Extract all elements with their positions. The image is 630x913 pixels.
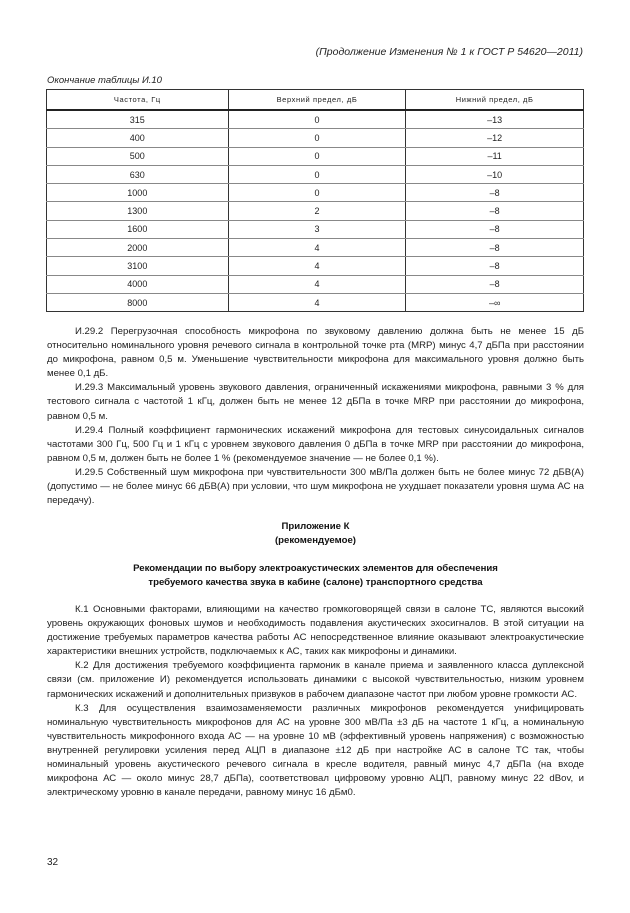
table-row <box>47 165 584 183</box>
paragraph-k-2: К.2 Для достижения требуемого коэффициента гармоник в канале приема и заявленного класса дуплексной связи (см. приложение И) рекомендуется использовать динамики с высокой чувствительностью, низким уровнем гармонических искажений и дополнительных призвуков в рабочем диапазоне частот при любом уровне громкости АС. <box>47 660 584 700</box>
frequency-limits-table <box>46 89 584 312</box>
cell-upper-limit: 3 <box>228 220 406 238</box>
section-k-text <box>47 603 584 800</box>
header-lower-limit: Нижний предел, дБ <box>406 90 584 111</box>
cell-frequency: 1000 <box>47 184 229 202</box>
table-row <box>47 220 584 238</box>
appendix-heading-line2: требуемого качества звука в кабине (салоне) транспортного средства <box>148 577 483 588</box>
cell-frequency: 4000 <box>47 275 229 293</box>
paragraph-i-29-3: И.29.3 Максимальный уровень звукового давления, ограниченный искажениями микрофона, равными 3 % для тестового сигнала с частотой 1 кГц, должен быть не менее 12 дБПа в точке MRP при расстоянии до микрофона, равном 0,5 м. <box>47 382 584 422</box>
appendix-heading-line1: Рекомендации по выбору электроакустических элементов для обеспечения <box>133 563 498 574</box>
cell-lower-limit: –11 <box>406 147 584 165</box>
table-row <box>47 147 584 165</box>
cell-frequency: 3100 <box>47 257 229 275</box>
table-body <box>47 110 584 312</box>
table-row <box>47 239 584 257</box>
cell-lower-limit: –8 <box>406 220 584 238</box>
table-header-row <box>47 90 584 111</box>
cell-frequency: 500 <box>47 147 229 165</box>
cell-upper-limit: 0 <box>228 184 406 202</box>
cell-lower-limit: –8 <box>406 184 584 202</box>
paragraph-i-29-4: И.29.4 Полный коэффициент гармонических искажений микрофона для тестовых синусоидальных сигналов частотами 300 Гц, 500 Гц и 1 кГц с уровнем звукового давления 0 дБПа в точке MRP при расстоянии до микрофона, равном 0,5 м, должен быть не более 1 % (рекомендуемое значение — не более 0,1 %). <box>47 424 584 464</box>
paragraph-i-29-5: И.29.5 Собственный шум микрофона при чувствительности 300 мВ/Па должен быть не более минус 72 дБВ(А) (допустимо — не более минус 66 дБВ(А) при условии, что шум микрофона не ухудшает показатели уровня шума АС на передачу). <box>47 466 584 507</box>
cell-frequency: 1600 <box>47 220 229 238</box>
appendix-heading <box>47 562 584 590</box>
page-number: 32 <box>47 857 59 868</box>
cell-frequency: 1300 <box>47 202 229 220</box>
cell-frequency: 400 <box>47 129 229 147</box>
running-header: (Продолжение Изменения № 1 к ГОСТ Р 54620—2011) <box>315 46 583 58</box>
table-row <box>47 110 584 129</box>
cell-lower-limit: –8 <box>406 239 584 257</box>
table-row <box>47 275 584 293</box>
cell-lower-limit: –10 <box>406 165 584 183</box>
cell-upper-limit: 4 <box>228 293 406 311</box>
appendix-title-block <box>47 520 584 548</box>
cell-upper-limit: 0 <box>228 147 406 165</box>
appendix-subtitle: (рекомендуемое) <box>274 535 356 546</box>
table-caption: Окончание таблицы И.10 <box>47 75 162 86</box>
cell-lower-limit: –13 <box>406 110 584 129</box>
paragraph-k-3: К.3 Для осуществления взаимозаменяемости различных микрофонов рекомендуется унифицировать номинальную чувствительность микрофонов для АС на уровне 300 мВ/Па ±3 дБ на частоте 1 кГц, а номинальную чувствительность микрофонного входа АС — на уровне 10 мВ (эффективный уровень напряжения) с возможностью внутренней регулировки усиления перед АЦП в диапазоне ±12 дБ при настройке АС в салоне ТС так, чтобы номинальный уровень акустического речевого сигнала в кресле водителя, равный минус 4,7 дБПа (на входе микрофона АС — около минус 28,7 дБПа), соответствовал цифровому уровню АЦП, равному минус 22 dBov, и электрическому уровню в канале передачи, равному минус 16 дБм0. <box>47 702 584 799</box>
cell-lower-limit: –8 <box>406 275 584 293</box>
table-row <box>47 257 584 275</box>
cell-upper-limit: 4 <box>228 275 406 293</box>
section-i-text <box>47 325 584 508</box>
cell-frequency: 8000 <box>47 293 229 311</box>
cell-upper-limit: 0 <box>228 110 406 129</box>
paragraph-k-1: К.1 Основными факторами, влияющими на качество громкоговорящей связи в салоне ТС, являются высокий уровень окружающих фоновых шумов и необходимость подавления акустических эхосигналов. В этой ситуации на достижение требуемых параметров качества работы АС непосредственное влияние оказывают электроакустические характеристики внешних устройств, подключаемых к АС, таких как микрофоны и динамики. <box>47 604 584 658</box>
header-upper-limit: Верхний предел, дБ <box>228 90 406 111</box>
table-row <box>47 293 584 311</box>
cell-frequency: 630 <box>47 165 229 183</box>
table-row <box>47 129 584 147</box>
cell-lower-limit: –12 <box>406 129 584 147</box>
cell-upper-limit: 0 <box>228 165 406 183</box>
cell-upper-limit: 4 <box>228 239 406 257</box>
cell-upper-limit: 2 <box>228 202 406 220</box>
cell-lower-limit: –8 <box>406 202 584 220</box>
header-frequency: Частота, Гц <box>47 90 229 111</box>
cell-upper-limit: 0 <box>228 129 406 147</box>
cell-lower-limit: –∞ <box>406 293 584 311</box>
cell-upper-limit: 4 <box>228 257 406 275</box>
cell-frequency: 315 <box>47 110 229 129</box>
table-row <box>47 202 584 220</box>
paragraph-i-29-2: И.29.2 Перегрузочная способность микрофона по звуковому давлению должна быть не менее 15 дБ относительно номинального уровня речевого сигнала в контрольной точке рта (MRP) минус 4,7 дБПа при расстоянии до микрофона, равном 0,5 м. Уменьшение чувствительности микрофона для максимального уровня должно быть менее 0,1 дБ. <box>47 326 584 380</box>
cell-lower-limit: –8 <box>406 257 584 275</box>
table-row <box>47 184 584 202</box>
appendix-title: Приложение К <box>281 521 350 532</box>
cell-frequency: 2000 <box>47 239 229 257</box>
